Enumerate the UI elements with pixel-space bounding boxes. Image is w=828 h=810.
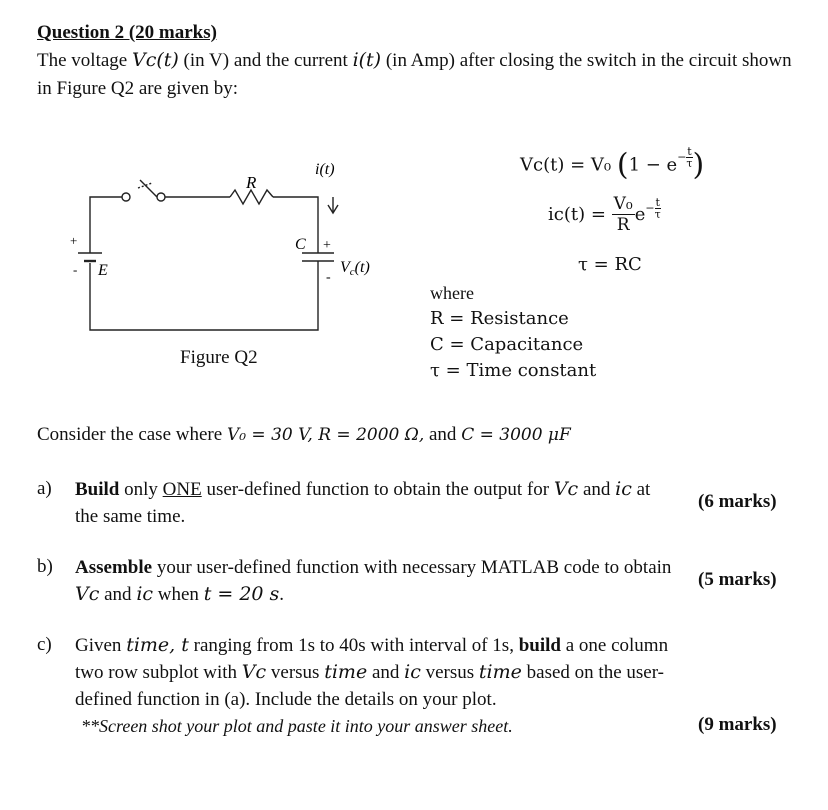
- part-c-t3: a one column two row subplot with: [75, 635, 669, 683]
- eq-ic-lhs: ic(t) =: [548, 204, 606, 225]
- consider-c-value: C = 3000 μF: [461, 425, 571, 445]
- part-b-text: [75, 554, 677, 608]
- part-b-label: b): [37, 556, 53, 577]
- part-a-t3: and: [578, 479, 616, 500]
- consider-line: [37, 424, 571, 446]
- eq-ic-exp-den: τ: [654, 208, 661, 221]
- part-b-t1: your user-defined function with necessary MATLAB code to obtain: [152, 557, 672, 578]
- part-a-t1: only: [119, 479, 163, 500]
- where-label: where: [430, 283, 474, 303]
- part-b-marks: (5 marks): [698, 569, 777, 590]
- wire-bottom: [90, 261, 318, 330]
- eq-vc-exp-sign: −: [677, 150, 687, 164]
- question-title: Question 2 (20 marks): [37, 22, 217, 43]
- part-c-time3: time: [478, 661, 522, 683]
- part-b-ic: ic: [136, 583, 154, 605]
- vc-label-sub: c: [349, 266, 355, 278]
- eq-ic-num: V₀: [613, 194, 633, 214]
- intro-mid2: (in Amp) after closing the switch in the circuit shown in Figure Q2 are given by:: [37, 50, 792, 99]
- part-a-vc: Vc: [553, 478, 579, 500]
- switch-contact-right: [157, 193, 165, 201]
- part-b-t-eq: t = 20 s: [203, 583, 280, 605]
- part-a-label: a): [37, 478, 52, 499]
- current-label: i(t): [315, 161, 335, 178]
- eq-vc-lhs: Vc(t) = V₀: [520, 154, 612, 176]
- part-c-marks: (9 marks): [698, 714, 777, 735]
- part-b-t2: and: [99, 584, 137, 605]
- eq-ic-den: R: [616, 215, 630, 235]
- intro-vc-symbol: Vc(t): [131, 49, 179, 71]
- eq-vc-paren-close: ): [692, 147, 705, 183]
- wire-left-top: [90, 197, 122, 253]
- resistor-label: R: [246, 173, 257, 192]
- part-a-ic: ic: [615, 478, 632, 500]
- eq-vc-exponent: [677, 146, 692, 169]
- eq-ic-exponent: [645, 197, 660, 220]
- vc-label-arg: (t): [354, 259, 370, 276]
- part-b-vc: Vc: [75, 583, 100, 605]
- consider-text: Consider the case where: [37, 424, 227, 445]
- eq-ic-e: e: [634, 204, 646, 225]
- battery-minus: -: [73, 262, 78, 277]
- part-c-bold: build: [518, 635, 561, 656]
- part-b-t4: .: [279, 584, 285, 605]
- intro-pre: The voltage: [37, 50, 132, 71]
- eq-vc-exp-num: t: [687, 145, 692, 158]
- eq-ic-fraction: [612, 194, 635, 235]
- part-b-bold: Assemble: [75, 557, 153, 578]
- part-a-underlined: ONE: [162, 479, 202, 500]
- consider-values: V₀ = 30 V, R = 2000 Ω,: [226, 425, 425, 445]
- part-c-time2: time: [324, 661, 368, 683]
- where-line-r: R = Resistance: [430, 308, 569, 329]
- part-c-text: [75, 632, 677, 740]
- part-c-t1: Given: [75, 635, 127, 656]
- part-c-t6: versus: [420, 662, 479, 683]
- consider-and: and: [424, 424, 462, 445]
- part-a-bold: Build: [75, 479, 120, 500]
- switch-blade: [140, 180, 157, 197]
- part-c-time: time, t: [126, 634, 189, 656]
- part-c-note: **Screen shot your plot and paste it into your answer sheet.: [81, 716, 513, 736]
- eq-ic: [548, 194, 661, 235]
- part-c-t7: based on the user-defined function in (a). Include the details on your plot.: [75, 662, 664, 710]
- part-c-vc: Vc: [241, 661, 267, 683]
- part-c-label: c): [37, 634, 52, 655]
- where-line-c: C = Capacitance: [430, 334, 584, 355]
- intro-mid1: (in V) and the current: [178, 50, 353, 71]
- capacitor-minus: -: [326, 270, 331, 285]
- part-b-t3: when: [153, 584, 204, 605]
- intro-i-symbol: i(t): [352, 49, 382, 71]
- part-a-t4: at the same time.: [75, 479, 651, 527]
- question-intro: [37, 46, 797, 103]
- eq-vc-paren-open: (: [616, 147, 629, 183]
- vc-label: [340, 259, 370, 278]
- figure-caption: Figure Q2: [180, 347, 258, 368]
- eq-vc-exp-den: τ: [686, 157, 693, 170]
- part-c-t5: and: [367, 662, 405, 683]
- vc-label-v: V: [340, 259, 350, 276]
- part-c-t2: ranging from 1s to 40s with interval of 1s,: [188, 635, 519, 656]
- part-c-t4: versus: [266, 662, 325, 683]
- battery-plus: +: [70, 233, 78, 248]
- eq-vc-inner: 1 − e: [628, 154, 678, 176]
- eq-ic-exp-sign: −: [645, 201, 655, 215]
- eq-ic-exp-num: t: [655, 196, 660, 209]
- eq-vc: [520, 146, 704, 183]
- circuit-diagram: [60, 150, 390, 340]
- where-block: [430, 280, 596, 384]
- part-c-ic: ic: [404, 661, 421, 683]
- part-a-text: [75, 476, 677, 530]
- where-line-tau: τ = Time constant: [430, 360, 597, 381]
- resistor-zigzag: [230, 190, 273, 204]
- capacitor-label: C: [295, 236, 306, 253]
- battery-label: E: [98, 262, 108, 279]
- switch-contact-left: [122, 193, 130, 201]
- part-a-marks: (6 marks): [698, 491, 777, 512]
- capacitor-plus: +: [323, 238, 331, 253]
- eq-tau: τ = RC: [578, 254, 642, 275]
- part-a-t2: user-defined function to obtain the output for: [201, 479, 554, 500]
